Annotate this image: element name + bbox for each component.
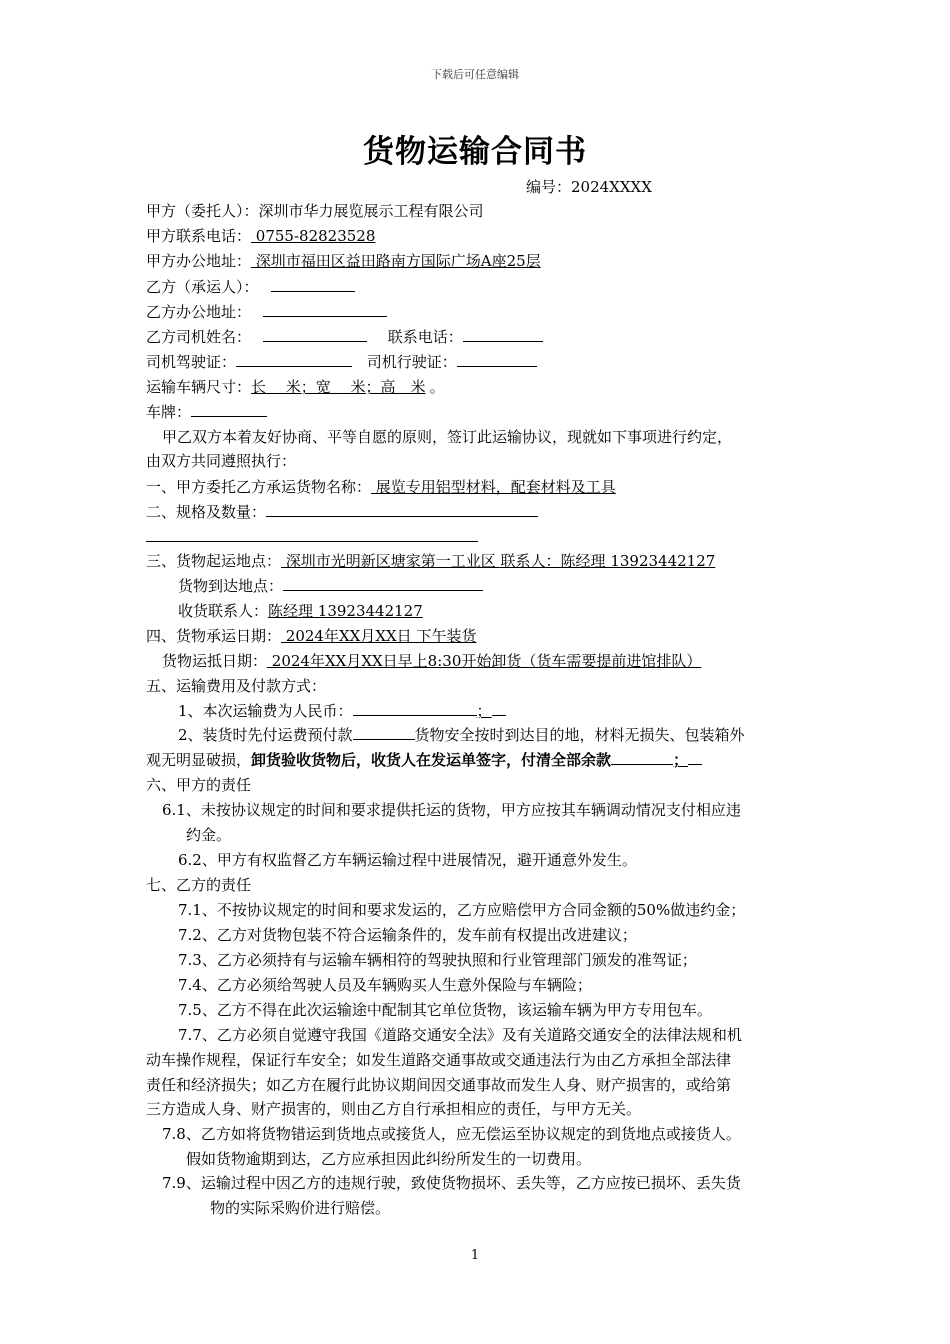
plate-label: 车牌： bbox=[146, 403, 192, 421]
plate-line bbox=[146, 401, 267, 423]
driver-phone-label: 联系电话： bbox=[387, 328, 463, 346]
prepayment-label: 2、装货时先付运费预付款 bbox=[178, 726, 353, 744]
receiver-contact-line bbox=[178, 600, 423, 622]
section-3-label: 三、货物起运地点： bbox=[146, 552, 282, 570]
fee-end-blank bbox=[492, 700, 506, 716]
spec-quantity-blank-2[interactable] bbox=[146, 526, 478, 542]
payment-end-blank bbox=[688, 749, 702, 765]
section-2-line bbox=[146, 501, 538, 523]
vehicle-license-label: 司机行驶证： bbox=[366, 353, 457, 371]
payment-condition-2: 观无明显破损， bbox=[146, 751, 252, 769]
arrival-place-line bbox=[178, 575, 483, 597]
receiver-contact-label: 收货联系人： bbox=[178, 602, 269, 620]
section-2-label: 二、规格及数量： bbox=[146, 503, 267, 521]
arrival-place-label: 货物到达地点： bbox=[178, 577, 284, 595]
page-number: 1 bbox=[470, 1248, 480, 1263]
party-b-driver-label: 乙方司机姓名： bbox=[146, 328, 252, 346]
payment-condition: 货物安全按时到达目的地，材料无损失、包装箱外 bbox=[414, 726, 745, 744]
clause-7-3: 7.3、乙方必须持有与运输车辆相符的驾驶执照和行业管理部门颁发的准驾证； bbox=[178, 951, 697, 969]
payment-end: ； bbox=[673, 751, 689, 769]
section-1-label: 一、甲方委托乙方承运货物名称： bbox=[146, 478, 372, 496]
driver-license-label: 司机驾驶证： bbox=[146, 353, 237, 371]
fee-line bbox=[178, 700, 506, 722]
plate-blank[interactable] bbox=[191, 401, 267, 417]
payment-balance-clause: 卸货验收货物后，收货人在发运单签字，付清全部余款 bbox=[251, 751, 612, 769]
party-b-name-blank[interactable] bbox=[271, 276, 355, 292]
section-5-label: 五、运输费用及付款方式： bbox=[146, 677, 327, 695]
arrival-date: 2024年XX月XX日早上8:30开始卸货（货车需要提前进馆排队） bbox=[267, 652, 702, 670]
party-b-address-label: 乙方办公地址： bbox=[146, 303, 252, 321]
fee-end: ； bbox=[476, 702, 492, 720]
party-a-name-line bbox=[146, 200, 484, 222]
balance-blank[interactable] bbox=[611, 749, 673, 765]
arrival-date-label: 货物运抵日期： bbox=[162, 652, 268, 670]
header-note: 下载后可任意编辑 bbox=[431, 68, 519, 81]
clause-6-1-a: 6.1、未按协议规定的时间和要求提供托运的货物，甲方应按其车辆调动情况支付相应违 bbox=[162, 801, 741, 819]
clause-7-7-b: 动车操作规程，保证行车安全；如发生道路交通事故或交通违法行为由乙方承担全部法律 bbox=[146, 1051, 732, 1069]
clause-6-2: 6.2、甲方有权监督乙方车辆运输过程中进展情况，避开通意外发生。 bbox=[178, 851, 637, 869]
driver-phone-blank[interactable] bbox=[463, 326, 543, 342]
arrival-date-line bbox=[162, 650, 701, 672]
clause-7-7-d: 三方造成人身、财产损害的，则由乙方自行承担相应的责任，与甲方无关。 bbox=[146, 1100, 642, 1118]
arrival-place-blank[interactable] bbox=[283, 575, 483, 591]
clause-7-1: 7.1、不按协议规定的时间和要求发运的，乙方应赔偿甲方合同金额的50%做违约金； bbox=[178, 901, 746, 919]
clause-7-4: 7.4、乙方必须给驾驶人员及车辆购买人生意外保险与车辆险； bbox=[178, 976, 592, 994]
payment-line-2 bbox=[146, 749, 702, 771]
section-2-continuation bbox=[146, 526, 478, 548]
fee-label: 1、本次运输费为人民币： bbox=[178, 702, 353, 720]
section-4-value: 2024年XX月XX日 下午装货 bbox=[281, 627, 477, 645]
party-b-name-label: 乙方（承运人）： bbox=[146, 278, 259, 296]
driver-license-blank[interactable] bbox=[236, 351, 352, 367]
section-1-value: 展览专用铝型材料，配套材料及工具 bbox=[371, 478, 616, 496]
party-a-address-line bbox=[146, 250, 541, 272]
clause-6-1-b: 约金。 bbox=[186, 826, 232, 844]
party-a-name: 深圳市华力展览展示工程有限公司 bbox=[258, 202, 484, 220]
party-a-phone: 0755-82823528 bbox=[251, 227, 376, 245]
contract-number: 编号：2024XXXX bbox=[526, 178, 652, 196]
document-title: 货物运输合同书 bbox=[363, 134, 587, 170]
party-b-address-line bbox=[146, 301, 387, 323]
party-b-name-line bbox=[146, 276, 355, 298]
intro-line-1: 甲乙双方本着友好协商、平等自愿的原则，签订此运输协议，现就如下事项进行约定， bbox=[162, 428, 733, 446]
party-a-name-label: 甲方（委托人）： bbox=[146, 202, 259, 220]
party-a-phone-line bbox=[146, 225, 375, 247]
section-1-line bbox=[146, 476, 616, 498]
section-4-line bbox=[146, 625, 476, 647]
party-b-address-blank[interactable] bbox=[263, 301, 387, 317]
vehicle-size: 长 米；宽 米；高 米 bbox=[251, 378, 426, 396]
section-3-value: 深圳市光明新区塘家第一工业区 联系人：陈经理 13923442127 bbox=[281, 552, 716, 570]
clause-7-9-a: 7.9、运输过程中因乙方的违规行驶，致使货物损坏、丢失等，乙方应按已损坏、丢失货 bbox=[162, 1174, 741, 1192]
fee-amount-blank[interactable] bbox=[353, 700, 477, 716]
vehicle-size-line bbox=[146, 376, 445, 398]
clause-7-7-a: 7.7、乙方必须自觉遵守我国《道路交通安全法》及有关道路交通安全的法律法规和机 bbox=[178, 1026, 742, 1044]
payment-line-1 bbox=[178, 724, 745, 746]
spec-quantity-blank[interactable] bbox=[266, 501, 538, 517]
vehicle-size-end: 。 bbox=[429, 378, 445, 396]
vehicle-license-blank[interactable] bbox=[457, 351, 537, 367]
vehicle-size-label: 运输车辆尺寸： bbox=[146, 378, 252, 396]
receiver-contact: 陈经理 13923442127 bbox=[268, 602, 423, 620]
party-a-address-label: 甲方办公地址： bbox=[146, 252, 252, 270]
section-3-line bbox=[146, 550, 715, 572]
clause-7-9-b: 物的实际采购价进行赔偿。 bbox=[210, 1199, 391, 1217]
driver-license-line bbox=[146, 351, 537, 373]
section-7-label: 七、乙方的责任 bbox=[146, 876, 252, 894]
clause-7-8-b: 假如货物逾期到达，乙方应承担因此纠纷所发生的一切费用。 bbox=[186, 1150, 592, 1168]
section-4-label: 四、货物承运日期： bbox=[146, 627, 282, 645]
prepayment-blank[interactable] bbox=[353, 724, 415, 740]
driver-name-blank[interactable] bbox=[263, 326, 367, 342]
party-b-driver-line bbox=[146, 326, 543, 348]
party-a-address: 深圳市福田区益田路南方国际广场A座25层 bbox=[251, 252, 541, 270]
intro-line-2: 由双方共同遵照执行： bbox=[146, 452, 297, 470]
party-a-phone-label: 甲方联系电话： bbox=[146, 227, 252, 245]
clause-7-8-a: 7.8、乙方如将货物错运到货地点或接货人，应无偿运至协议规定的到货地点或接货人。 bbox=[162, 1125, 741, 1143]
clause-7-2: 7.2、乙方对货物包装不符合运输条件的，发车前有权提出改进建议； bbox=[178, 926, 637, 944]
clause-7-5: 7.5、乙方不得在此次运输途中配制其它单位货物，该运输车辆为甲方专用包车。 bbox=[178, 1001, 712, 1019]
clause-7-7-c: 责任和经济损失；如乙方在履行此协议期间因交通事故而发生人身、财产损害的，或给第 bbox=[146, 1076, 732, 1094]
section-6-label: 六、甲方的责任 bbox=[146, 776, 252, 794]
